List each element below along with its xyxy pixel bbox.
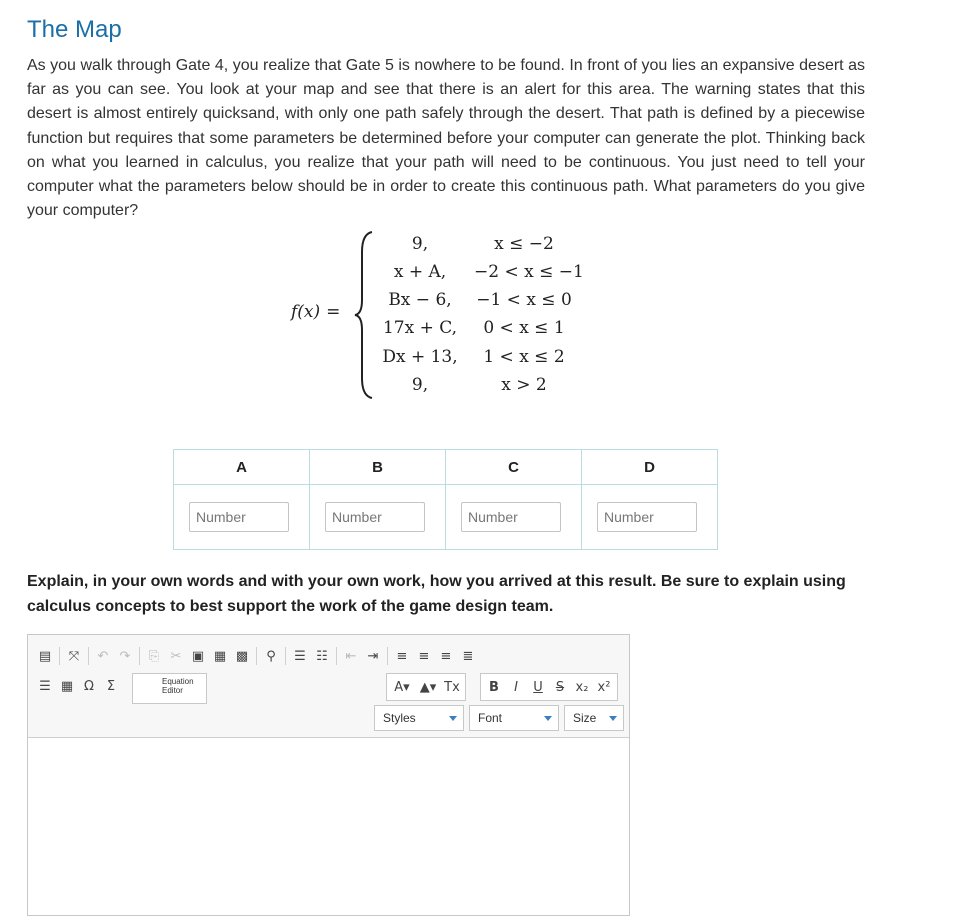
- horizontal-rule-icon[interactable]: ☰: [39, 678, 51, 694]
- function-name: f(x): [291, 302, 321, 322]
- align-right-icon[interactable]: ≡: [440, 648, 452, 664]
- text-color-icon[interactable]: A▾: [394, 679, 410, 695]
- paste-word-icon[interactable]: ▩: [235, 648, 249, 664]
- undo-icon[interactable]: ↶: [97, 648, 109, 664]
- outdent-icon[interactable]: ⇤: [345, 648, 357, 664]
- case-cond-6: x > 2: [501, 375, 547, 395]
- toolbar-divider: [285, 647, 286, 665]
- case-expr-3: Bx − 6,: [388, 290, 452, 310]
- find-icon[interactable]: ⚲: [266, 648, 276, 664]
- toolbar-divider: [336, 647, 337, 665]
- color-group: [386, 673, 466, 701]
- justify-icon[interactable]: ≣: [462, 648, 474, 664]
- indent-icon[interactable]: ⇥: [367, 648, 379, 664]
- table-icon[interactable]: ▦: [60, 678, 74, 694]
- header-b: B: [310, 450, 446, 485]
- copy-icon[interactable]: ⎘: [148, 648, 160, 664]
- italic-icon[interactable]: I: [514, 679, 518, 695]
- align-center-icon[interactable]: ≡: [418, 648, 430, 664]
- header-d: D: [582, 450, 718, 485]
- case-expr-4: 17x + C,: [382, 318, 458, 338]
- equation-editor-button[interactable]: [132, 673, 207, 704]
- case-expr-6: 9,: [411, 375, 429, 395]
- toolbar-divider: [88, 647, 89, 665]
- bulleted-list-icon[interactable]: ☷: [316, 648, 328, 664]
- font-dropdown[interactable]: [469, 705, 559, 731]
- maximize-icon[interactable]: ⤧: [68, 648, 80, 664]
- size-dropdown[interactable]: [564, 705, 624, 731]
- align-left-icon[interactable]: ≡: [396, 648, 408, 664]
- input-b[interactable]: [325, 502, 425, 532]
- input-d[interactable]: [597, 502, 697, 532]
- case-cond-3: −1 < x ≤ 0: [476, 290, 572, 310]
- case-cond-5: 1 < x ≤ 2: [483, 347, 565, 367]
- explain-prompt: Explain, in your own words and with your own work, how you arrived at this result. Be sure to explain using calculus concepts to best support the work of the game design team.: [27, 573, 846, 615]
- parameter-header-row: [174, 450, 718, 485]
- toolbar-divider: [59, 647, 60, 665]
- strike-icon[interactable]: S: [555, 679, 565, 695]
- styles-dropdown[interactable]: [374, 705, 464, 731]
- superscript-icon[interactable]: x²: [597, 679, 611, 695]
- cell-b: [310, 485, 446, 550]
- left-brace: [352, 230, 376, 400]
- remove-format-icon[interactable]: Tx: [444, 679, 460, 695]
- input-c[interactable]: [461, 502, 561, 532]
- piecewise-function: [288, 230, 628, 402]
- paste-icon[interactable]: ▣: [191, 648, 205, 664]
- function-lhs: [291, 302, 340, 322]
- case-cond-4: 0 < x ≤ 1: [483, 318, 565, 338]
- bold-icon[interactable]: B: [489, 679, 499, 695]
- case-expr-2: x + A,: [393, 262, 447, 282]
- styles-label: Styles: [383, 711, 416, 725]
- equation-editor-label-2: Editor: [162, 686, 183, 695]
- numbered-list-icon[interactable]: ☰: [294, 648, 306, 664]
- parameter-table: [173, 449, 718, 550]
- redo-icon[interactable]: ↷: [119, 648, 131, 664]
- case-expr-5: Dx + 13,: [382, 347, 458, 367]
- cell-a: [174, 485, 310, 550]
- parameter-input-row: [174, 485, 718, 550]
- rich-text-editor: [27, 634, 630, 916]
- cell-c: [446, 485, 582, 550]
- editor-content-area[interactable]: [28, 738, 629, 918]
- function-equals: =: [326, 302, 341, 322]
- page-title: The Map: [27, 16, 122, 43]
- toolbar-divider: [387, 647, 388, 665]
- font-label: Font: [478, 711, 503, 725]
- chevron-down-icon: [544, 716, 552, 721]
- toolbar-divider: [256, 647, 257, 665]
- toolbar-divider: [139, 647, 140, 665]
- toolbar-row-2: [34, 675, 122, 697]
- input-a[interactable]: [189, 502, 289, 532]
- underline-icon[interactable]: U: [533, 679, 543, 695]
- format-group: [480, 673, 618, 701]
- paste-text-icon[interactable]: ▦: [213, 648, 227, 664]
- source-icon[interactable]: ▤: [38, 648, 52, 664]
- equation-editor-label-1: Equation: [162, 677, 194, 686]
- sigma-icon[interactable]: Σ: [106, 678, 116, 694]
- subscript-icon[interactable]: x₂: [575, 679, 589, 695]
- editor-toolbar: [28, 635, 629, 738]
- header-a: A: [174, 450, 310, 485]
- omega-icon[interactable]: Ω: [84, 678, 94, 694]
- chevron-down-icon: [609, 716, 617, 721]
- toolbar-row-1: [34, 645, 479, 667]
- intro-paragraph: As you walk through Gate 4, you realize that Gate 5 is nowhere to be found. In front of you lies an expansive desert as far as you can see. You look at your map and see that there is an alert for this area. The warning states that this desert is almost entirely quicksand, with only one path safely through the desert. That path is defined by a piecewise function but requires that some parameters be determined before your computer can generate the plot. Thinking back on what you learned in calculus, you realize that your path will need to be continuous. You just need to tell your computer what the parameters below should be in order to create this continuous path. What parameters do you give your computer?: [27, 57, 865, 220]
- size-label: Size: [573, 711, 597, 725]
- header-c: C: [446, 450, 582, 485]
- case-cond-2: −2 < x ≤ −1: [474, 262, 584, 282]
- chevron-down-icon: [449, 716, 457, 721]
- background-color-icon[interactable]: ▲▾: [419, 679, 437, 695]
- case-expr-1: 9,: [411, 234, 429, 254]
- cell-d: [582, 485, 718, 550]
- cut-icon[interactable]: ✂: [170, 648, 182, 664]
- case-cond-1: x ≤ −2: [494, 234, 554, 254]
